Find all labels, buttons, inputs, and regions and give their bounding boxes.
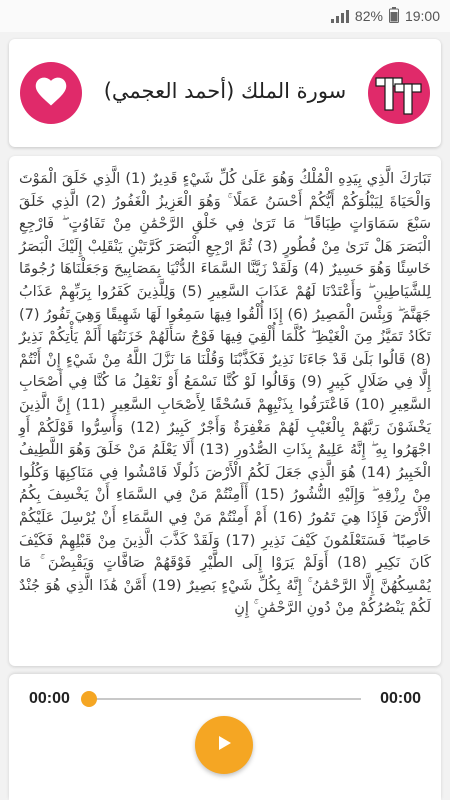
app-logo: [368, 62, 430, 124]
status-time: 19:00: [404, 8, 440, 24]
heart-icon: [33, 75, 69, 111]
current-time: 00:00: [29, 690, 70, 707]
page-title: سورة الملك (أحمد العجمي): [103, 79, 347, 103]
signal-icon: [331, 9, 349, 23]
audio-player: [9, 674, 441, 800]
battery-percentage: 82%: [354, 8, 383, 24]
header-card: [9, 39, 441, 147]
total-time: 00:00: [380, 690, 421, 707]
seek-bar[interactable]: [89, 698, 361, 700]
surah-text: تَبَارَكَ الَّذِي بِيَدِهِ الْمُلْكُ وَهُوَ عَلَىٰ كُلِّ شَيْءٍ قَدِيرٌ (1) الَّذِي خَلَقَ الْمَوْتَ وَالْحَيَاةَ لِيَبْلُوَكُمْ أَيُّكُمْ أَحْسَنُ عَمَلًا ۚ وَهُوَ الْعَزِيزُ الْغَفُورُ (2) الَّذِي خَلَقَ سَبْعَ سَمَاوَاتٍ طِبَاقًا ۖ مَا تَرَىٰ فِي خَلْقِ الرَّحْمَٰنِ مِنْ تَفَاوُتٍ ۖ فَارْجِعِ الْبَصَرَ هَلْ تَرَىٰ مِنْ فُطُورٍ (3) ثُمَّ ارْجِعِ الْبَصَرَ كَرَّتَيْنِ يَنْقَلِبْ إِلَيْكَ الْبَصَرُ خَاسِئًا وَهُوَ حَسِيرٌ (4) وَلَقَدْ زَيَّنَّا السَّمَاءَ الدُّنْيَا بِمَصَابِيحَ وَجَعَلْنَاهَا رُجُومًا لِلشَّيَاطِينِ ۖ وَأَعْتَدْنَا لَهُمْ عَذَابَ السَّعِيرِ (5) وَلِلَّذِينَ كَفَرُوا بِرَبِّهِمْ عَذَابُ جَهَنَّمَ ۖ وَبِئْسَ الْمَصِيرُ (6) إِذَا أُلْقُوا فِيهَا سَمِعُوا لَهَا شَهِيقًا وَهِيَ تَفُورُ (7) تَكَادُ تَمَيَّزُ مِنَ الْغَيْظِ ۖ كُلَّمَا أُلْقِيَ فِيهَا فَوْجٌ سَأَلَهُمْ خَزَنَتُهَا أَلَمْ يَأْتِكُمْ نَذِيرٌ (8) قَالُوا بَلَىٰ قَدْ جَاءَنَا نَذِيرٌ فَكَذَّبْنَا وَقُلْنَا مَا نَزَّلَ اللَّهُ مِنْ شَيْءٍ إِنْ أَنْتُمْ إِلَّا فِي ضَلَالٍ كَبِيرٍ (9) وَقَالُوا لَوْ كُنَّا نَسْمَعُ أَوْ نَعْقِلُ مَا كُنَّا فِي أَصْحَابِ السَّعِيرِ (10) فَاعْتَرَفُوا بِذَنْبِهِمْ فَسُحْقًا لِأَصْحَابِ السَّعِيرِ (11) إِنَّ الَّذِينَ يَخْشَوْنَ رَبَّهُمْ بِالْغَيْبِ لَهُمْ مَغْفِرَةٌ وَأَجْرٌ كَبِيرٌ (12) وَأَسِرُّوا قَوْلَكُمْ أَوِ اجْهَرُوا بِهِ ۖ إِنَّهُ عَلِيمٌ بِذَاتِ الصُّدُورِ (13) أَلَا يَعْلَمُ مَنْ خَلَقَ وَهُوَ اللَّطِيفُ الْخَبِيرُ (14) هُوَ الَّذِي جَعَلَ لَكُمُ الْأَرْضَ ذَلُولًا فَامْشُوا فِي مَنَاكِبِهَا وَكُلُوا مِنْ رِزْقِهِ ۖ وَإِلَيْهِ النُّشُورُ (15) أَأَمِنْتُمْ مَنْ فِي السَّمَاءِ أَنْ يَخْسِفَ بِكُمُ الْأَرْضَ فَإِذَا هِيَ تَمُورُ (16) أَمْ أَمِنْتُمْ مَنْ فِي السَّمَاءِ أَنْ يُرْسِلَ عَلَيْكُمْ حَاصِبًا ۖ فَسَتَعْلَمُونَ كَيْفَ نَذِيرِ (17) وَلَقَدْ كَذَّبَ الَّذِينَ مِنْ قَبْلِهِمْ فَكَيْفَ كَانَ نَكِيرِ (18) أَوَلَمْ يَرَوْا إِلَى الطَّيْرِ فَوْقَهُمْ صَافَّاتٍ وَيَقْبِضْنَ ۚ مَا يُمْسِكُهُنَّ إِلَّا الرَّحْمَٰنُ ۚ إِنَّهُ بِكُلِّ شَيْءٍ بَصِيرٌ (19) أَمَّنْ هَٰذَا الَّذِي هُوَ جُنْدٌ لَكُمْ يَنْصُرُكُمْ مِنْ دُونِ الرَّحْمَٰنِ ۚ إِنِ: [19, 171, 432, 617]
seek-thumb[interactable]: [81, 691, 97, 707]
favorite-button[interactable]: [20, 62, 82, 124]
status-indicators: [331, 6, 440, 26]
play-button[interactable]: [195, 716, 253, 774]
app-logo-mark: [368, 62, 430, 124]
battery-icon: [389, 7, 399, 26]
status-bar: [0, 0, 450, 32]
play-icon: [214, 733, 234, 757]
surah-content-card[interactable]: [9, 156, 441, 666]
